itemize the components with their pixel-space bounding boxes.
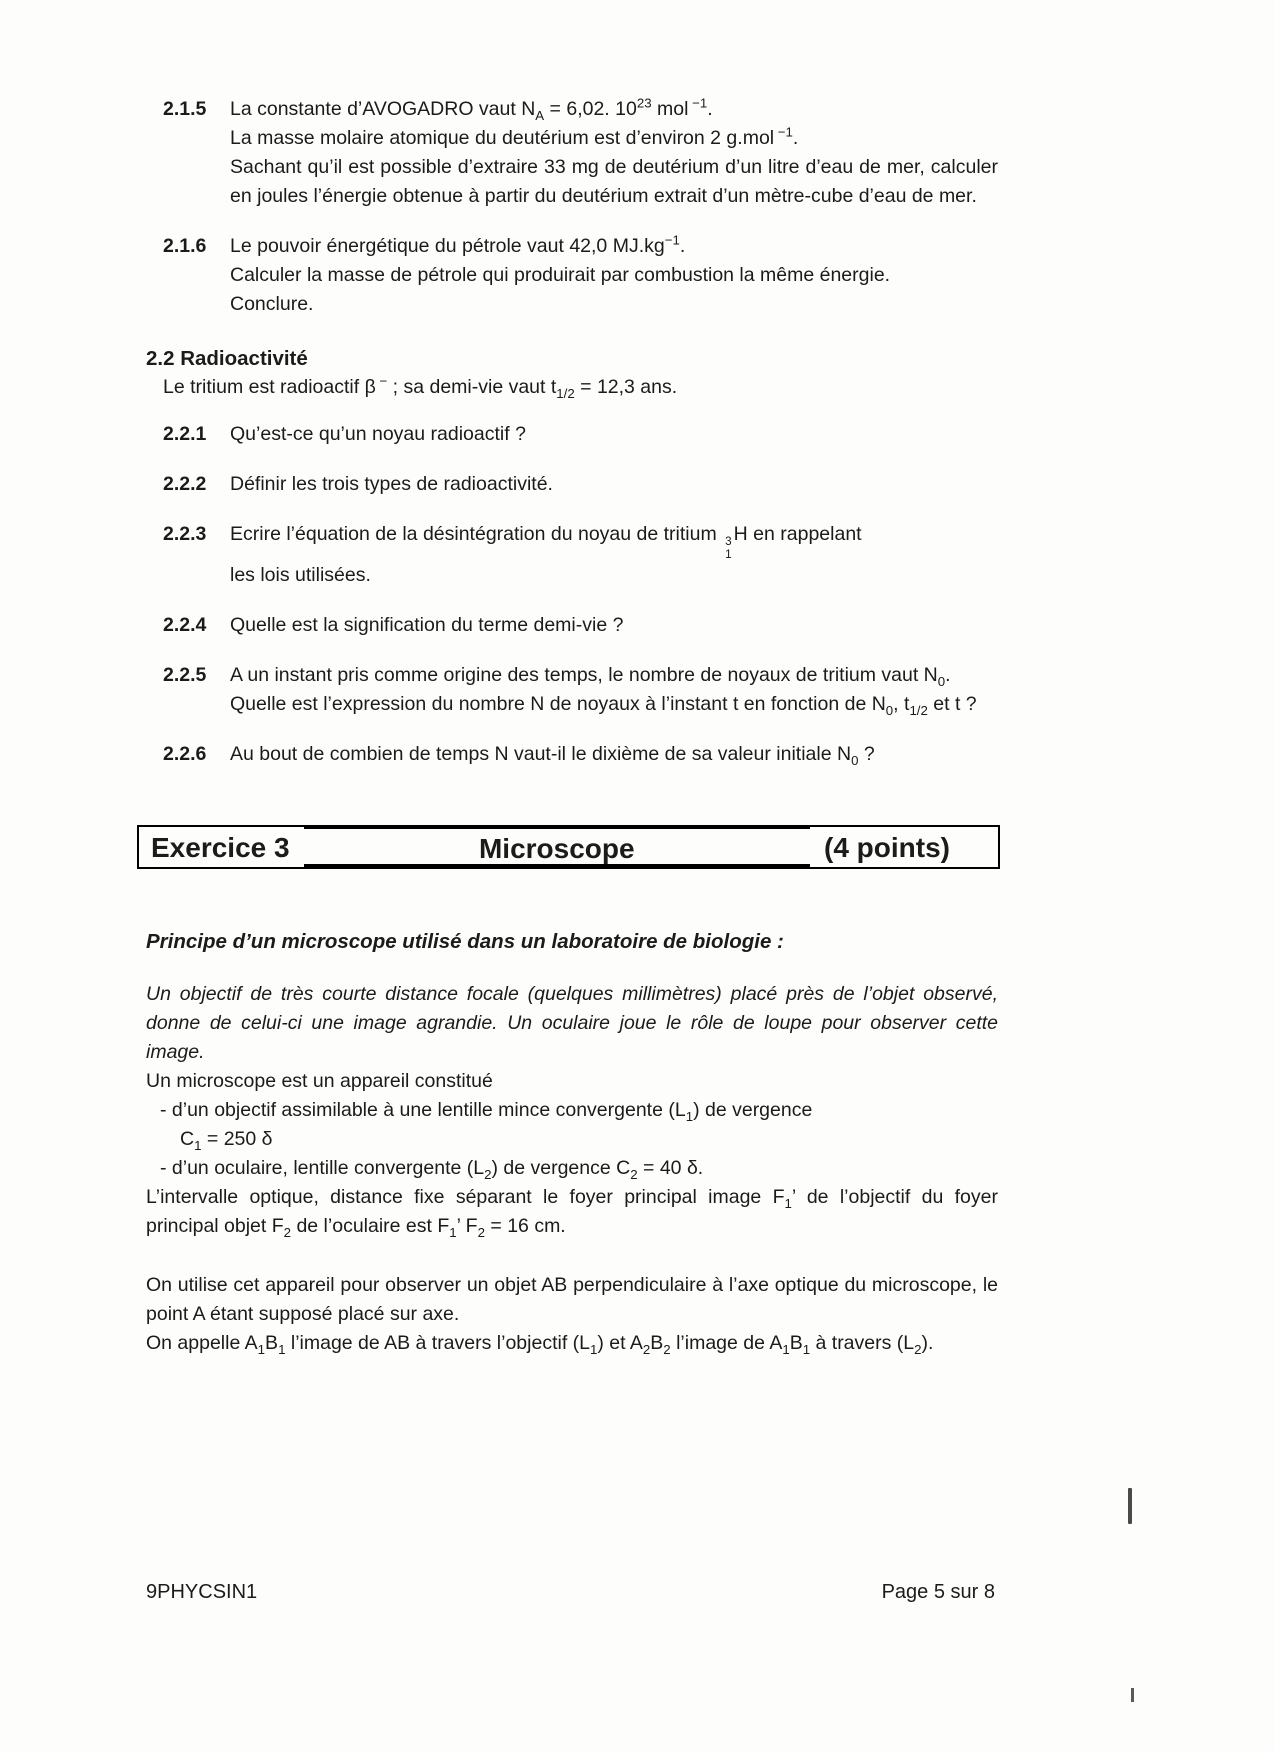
question-number: 2.1.5 xyxy=(163,98,207,120)
question-2-1-5 xyxy=(163,95,998,211)
question-2-2-6 xyxy=(163,740,998,769)
question-text: A un instant pris comme origine des temps, le nombre de noyaux de tritium vaut $N_0$. Quelle est l’expression du nombre N de noyaux à l’instant t en fonction de $N_0$, $t_{1/2}$ et t ? xyxy=(230,663,977,718)
question-2-2-5 xyxy=(163,661,998,719)
question-number: 2.1.6 xyxy=(163,235,207,257)
section-2-2-intro: Le tritium est radioactif β − ; sa demi-vie vaut $t_{1/2} = 12,3$ ans. xyxy=(163,373,678,401)
exercise-3-header-box xyxy=(137,825,1000,869)
question-2-2-3 xyxy=(163,520,998,590)
question-2-2-4 xyxy=(163,611,998,640)
question-text: La constante d’AVOGADRO vaut $N_A = 6,02$. $10^{23}$ mol $^{-1}$. La masse molaire atomique du deutérium est d’environ 2 g.mol $^{-1}$. Sachant qu’il est possible d’extraire 33 mg de deutérium d’un litre d’eau de mer, calculer en joules l’énergie obtenue à partir du deutérium extrait d’un mètre-cube d’eau de mer. xyxy=(230,95,998,207)
bullet-objectif: - d’un objectif assimilable à une lentille mince convergente $(L_1)$ de vergence $C_1 = 250$ δ xyxy=(160,1098,813,1153)
exercise-3-points: (4 points) xyxy=(824,831,950,863)
question-text: Ecrire l’équation de la désintégration du noyau de tritium 3 1 H en rappelant les lois utilisées. xyxy=(230,523,862,586)
question-text: Au bout de combien de temps N vaut-il le dixième de sa valeur initiale $N_0$ ? xyxy=(230,742,875,768)
interval-paragraph: L’intervalle optique, distance fixe séparant le foyer principal image $F_1$’ de l’objectif du foyer principal objet $F_2$ de l’oculaire est $F_1$’ $F_2 = 16$ cm. xyxy=(146,1185,998,1240)
question-2-2-1 xyxy=(163,420,998,449)
question-text: Le pouvoir énergétique du pétrole vaut 42,0 $MJ.kg^{-1}$. Calculer la masse de pétrole qui produirait par combustion la même énergie. Conclure. xyxy=(230,232,891,315)
section-2-1 xyxy=(146,95,998,319)
question-2-2-2 xyxy=(163,470,998,499)
question-number: 2.2.6 xyxy=(163,742,207,765)
question-number: 2.2.1 xyxy=(163,423,207,445)
question-number: 2.2.2 xyxy=(163,473,207,495)
section-2-2-title: 2.2 Radioactivité xyxy=(146,347,308,370)
exercise-3-label: Exercice 3 xyxy=(151,831,290,863)
principle-title: Principe d’un microscope utilisé dans un laboratoire de biologie : xyxy=(146,929,784,953)
scan-artifact xyxy=(1131,1688,1134,1702)
usage-paragraph: On utilise cet appareil pour observer un objet AB perpendiculaire à l’axe optique du microscope, le point A étant supposé placé sur axe. On appelle $A_1B_1$ l’image de AB à travers l’objectif $(L_1)$ et $A_2B_2$ l’image de $A_1B_1$ à travers $(L_2)$. xyxy=(146,1273,998,1357)
exercise-3-title: Microscope xyxy=(304,827,810,867)
page-footer xyxy=(146,1578,995,1607)
bullet-oculaire: - d’un oculaire, lentille convergente $(L_2)$ de vergence $C_2 = 40$ δ. xyxy=(160,1156,704,1182)
principle-paragraph: Un objectif de très courte distance focale (quelques millimètres) placé près de l’objet observé, donne de celui-ci une image agrandie. Un oculaire joue le rôle de loupe pour observer cette image. xyxy=(146,982,998,1063)
footer-doc-code: 9PHYCSIN1 xyxy=(146,1581,258,1603)
question-text: Quelle est la signification du terme demi-vie ? xyxy=(230,613,624,636)
section-2-2 xyxy=(146,344,998,769)
footer-page-number: Page 5 sur 8 xyxy=(881,1581,995,1603)
question-number: 2.2.3 xyxy=(163,523,207,545)
question-text: Définir les trois types de radioactivité. xyxy=(230,473,553,495)
question-text: Qu’est-ce qu’un noyau radioactif ? xyxy=(230,423,526,445)
exercise-3-body xyxy=(146,927,998,1358)
scan-artifact xyxy=(1128,1488,1132,1524)
constitution-intro: Un microscope est un appareil constitué xyxy=(146,1069,493,1092)
question-number: 2.2.5 xyxy=(163,663,207,686)
question-2-1-6 xyxy=(163,232,998,319)
question-number: 2.2.4 xyxy=(163,613,207,636)
